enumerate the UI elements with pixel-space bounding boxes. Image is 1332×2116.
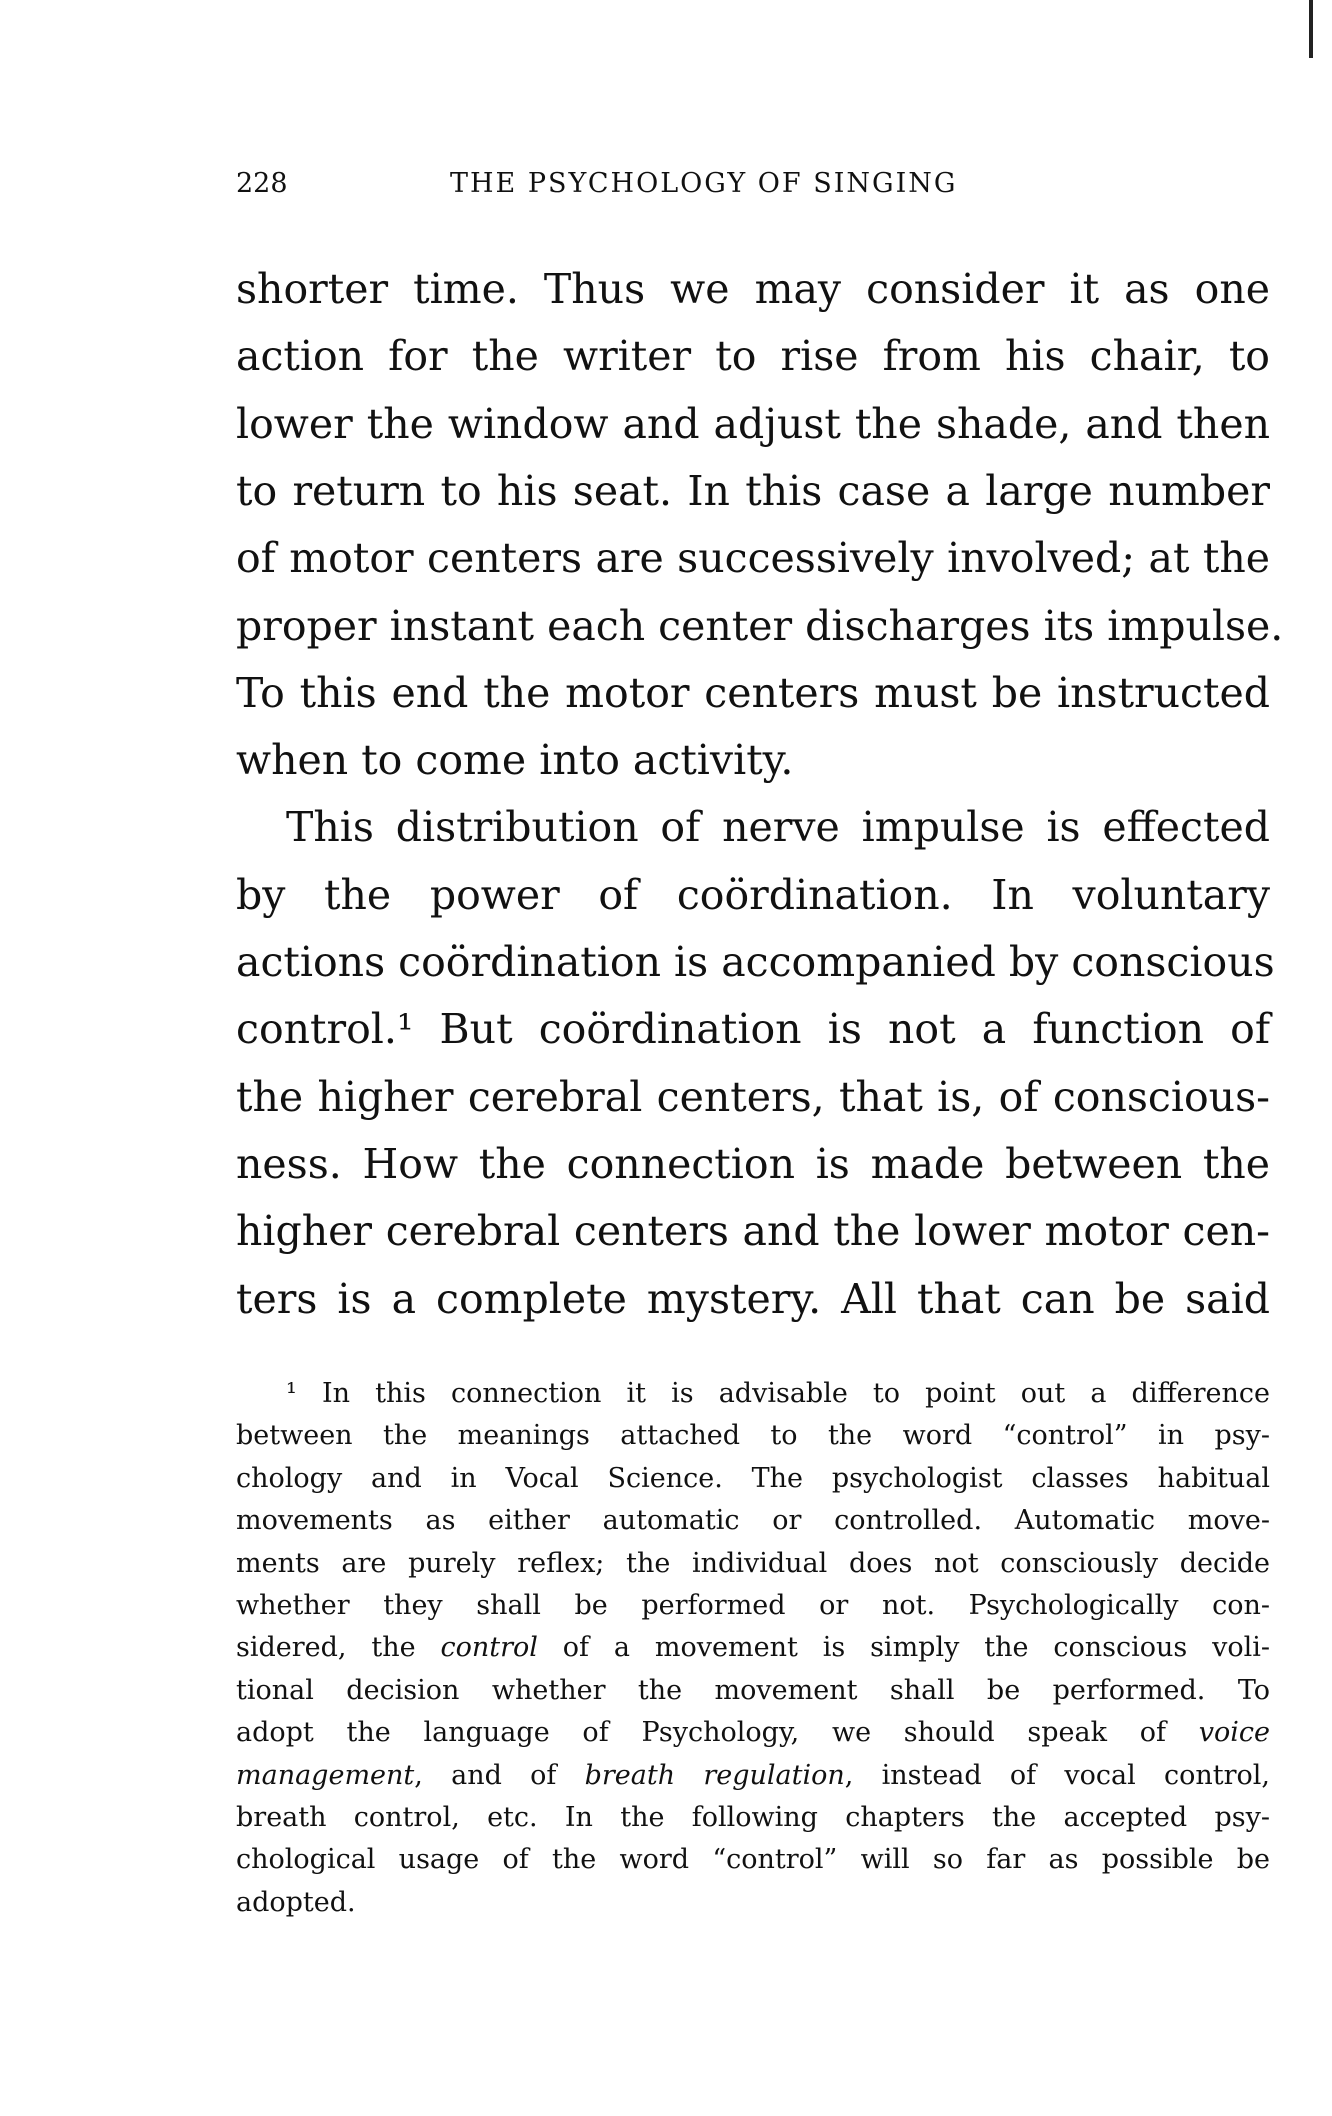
body-line: This distribution of nerve impulse is effected xyxy=(286,803,1270,852)
footnote-line xyxy=(236,1797,1270,1839)
footnote-text: , instead of vocal control, xyxy=(844,1759,1270,1791)
footnote-line xyxy=(236,1882,1270,1924)
footnote-text: chological usage of the word “control” will so far as possible be xyxy=(236,1844,1270,1876)
body-line: higher cerebral centers and the lower motor cen- xyxy=(236,1207,1270,1256)
body-line: ters is a complete mystery. All that can be said xyxy=(236,1274,1270,1323)
italic-text: management xyxy=(236,1759,415,1791)
page-number: 228 xyxy=(236,168,288,199)
footnote-text: ments are purely reflex; the individual does not consciously decide xyxy=(236,1547,1270,1579)
body-line: when to come into activity. xyxy=(236,736,794,785)
footnote-text: whether they shall be performed or not. Psychologically con- xyxy=(236,1590,1270,1621)
footnote-text: , and of xyxy=(414,1759,585,1791)
footnote-text: between the meanings attached to the word “control” in psy- xyxy=(236,1420,1270,1452)
footnote-line xyxy=(236,1500,1270,1542)
footnote-text: of a movement is simply the conscious voli- xyxy=(537,1632,1270,1664)
footnote-text: chology and in Vocal Science. The psychologist classes habitual xyxy=(236,1462,1270,1494)
footnote-line xyxy=(236,1458,1270,1500)
body-line: of motor centers are successively involved; at the xyxy=(236,534,1270,583)
body-line: actions coördination is accompanied by conscious xyxy=(236,938,1275,986)
scan-edge-mark xyxy=(1309,0,1313,58)
body-line: control.¹ But coördination is not a function of xyxy=(236,1005,1270,1054)
footnote-text: tional decision whether the movement shall be performed. To xyxy=(236,1674,1270,1706)
footnote-line xyxy=(236,1670,1270,1712)
footnote-line xyxy=(236,1712,1270,1754)
footnote-text: ¹ In this connection it is advisable to point out a difference xyxy=(286,1378,1270,1409)
footnote-text: adopted. xyxy=(236,1886,356,1918)
italic-text: breath regulation xyxy=(584,1759,845,1791)
body-line: proper instant each center discharges its impulse. xyxy=(236,601,1284,650)
body-line: the higher cerebral centers, that is, of conscious- xyxy=(236,1072,1270,1121)
footnote-line xyxy=(236,1543,1270,1585)
body-line: to return to his seat. In this case a large number xyxy=(236,466,1270,515)
footnote-text: sidered, the xyxy=(236,1632,441,1664)
footnote-text: adopt the language of Psychology, we should speak of xyxy=(236,1717,1199,1749)
body-line: lower the window and adjust the shade, and then xyxy=(236,399,1270,448)
body-line: To this end the motor centers must be instructed xyxy=(236,668,1270,717)
running-title: THE PSYCHOLOGY OF SINGING xyxy=(450,168,958,199)
footnote-line xyxy=(236,1373,1270,1415)
footnote-line xyxy=(236,1839,1270,1881)
body-line: action for the writer to rise from his chair, to xyxy=(236,332,1270,381)
footnote-line xyxy=(236,1415,1270,1457)
footnote-text: breath control, etc. In the following chapters the accepted psy- xyxy=(236,1802,1270,1833)
italic-text: control xyxy=(440,1632,538,1664)
body-line: shorter time. Thus we may consider it as one xyxy=(236,265,1270,313)
body-line: ness. How the connection is made between the xyxy=(236,1139,1270,1188)
footnote-line xyxy=(236,1585,1270,1627)
footnote-text: movements as either automatic or controlled. Automatic move- xyxy=(236,1505,1270,1537)
italic-text: voice xyxy=(1198,1717,1270,1749)
footnote-line xyxy=(236,1755,1270,1797)
footnote-line xyxy=(236,1627,1270,1669)
body-line: by the power of coördination. In voluntary xyxy=(236,870,1270,919)
